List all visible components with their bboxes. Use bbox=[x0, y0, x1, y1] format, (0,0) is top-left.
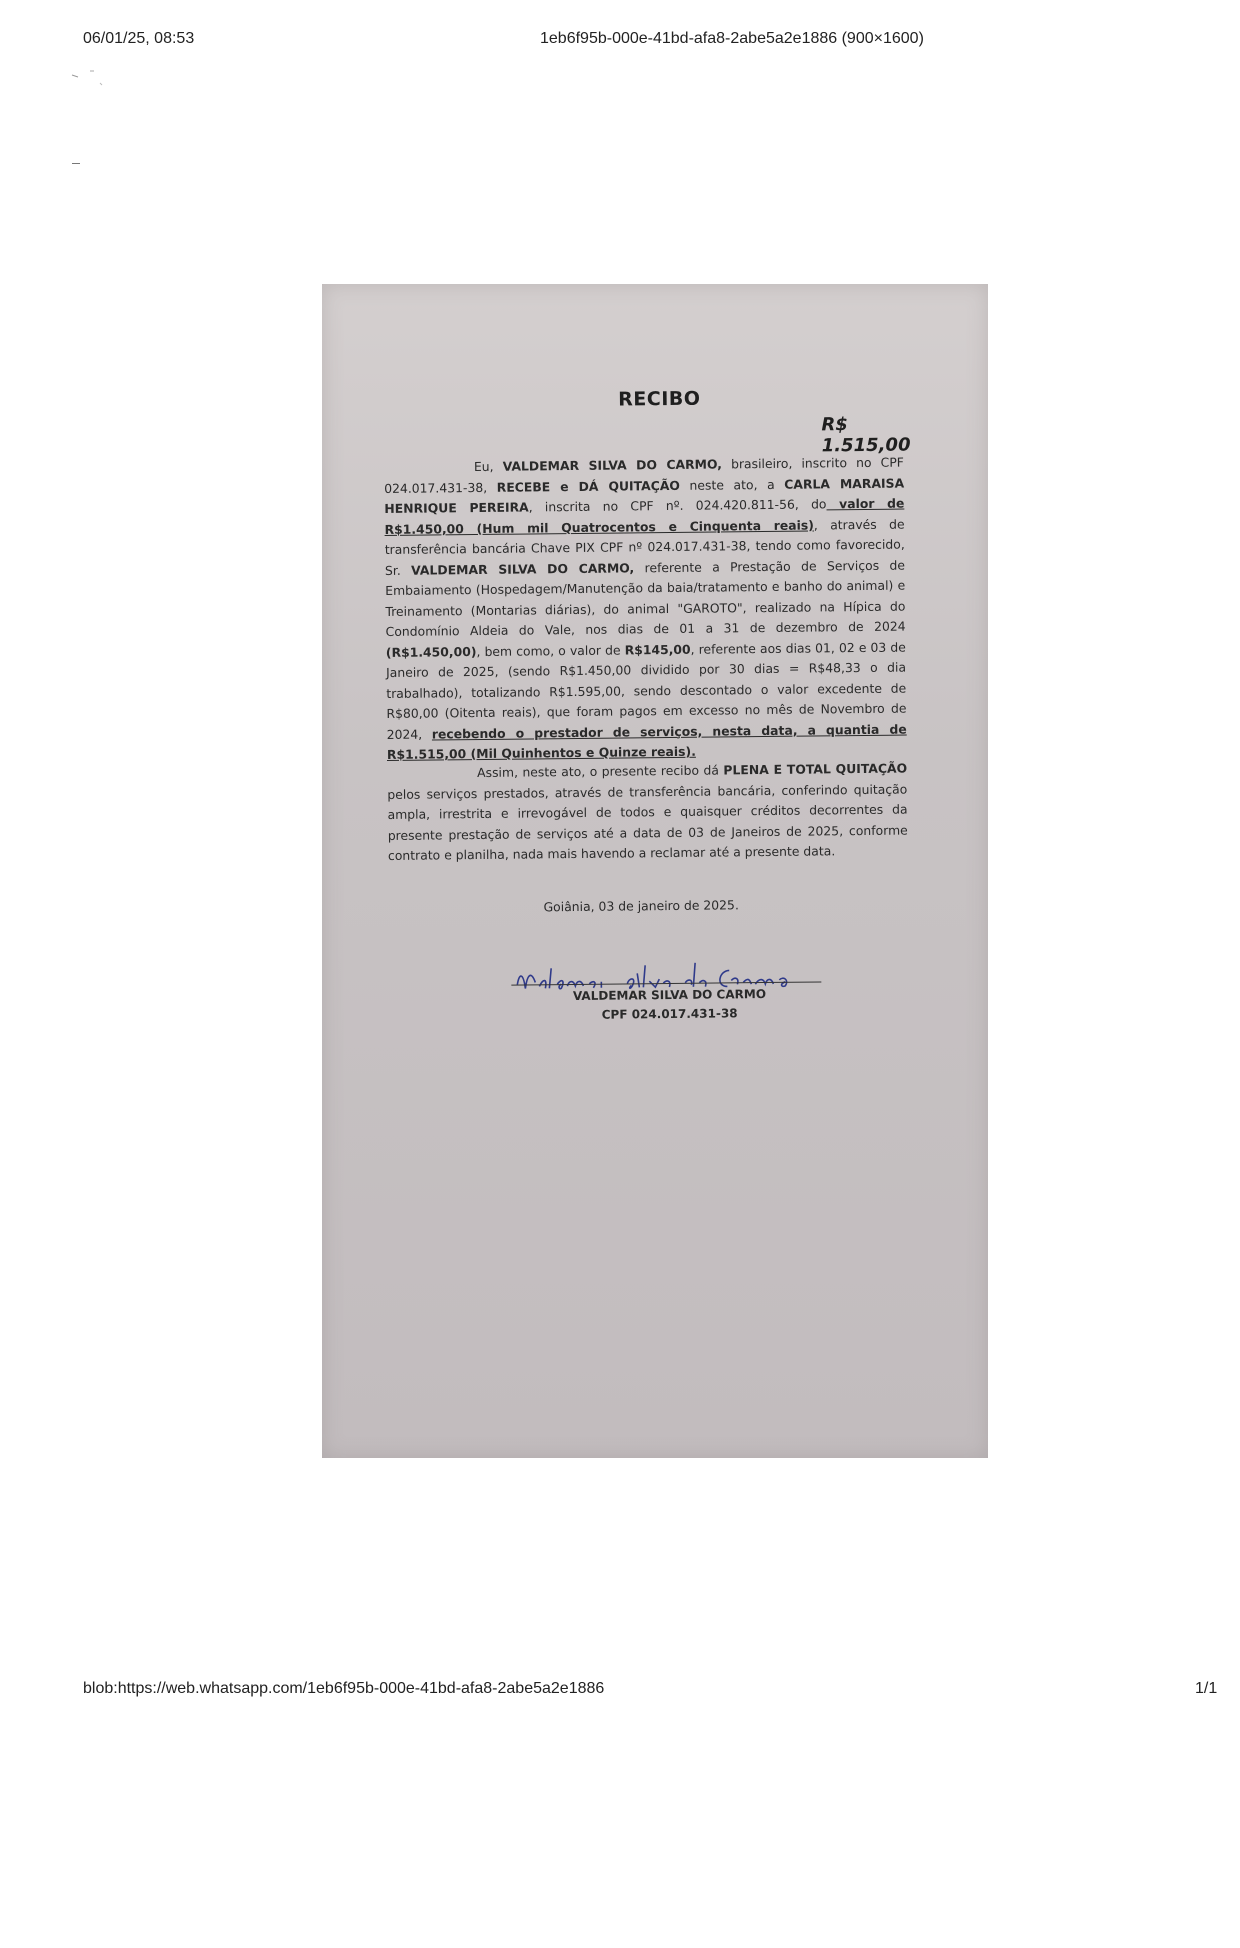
receipt-document bbox=[382, 279, 911, 1022]
payer-name: CARLA MARAISA HENRIQUE PEREIRA bbox=[384, 475, 905, 516]
print-datetime: 06/01/25, 08:53 bbox=[83, 30, 195, 47]
issuer-name-2: VALDEMAR SILVA DO CARMO, bbox=[411, 559, 635, 578]
scan-artifact-dash bbox=[72, 163, 80, 164]
signature-cpf: CPF 024.017.431-38 bbox=[601, 1006, 738, 1022]
receipt-paragraph-1: Eu, VALDEMAR SILVA DO CARMO, brasileiro, inscrito no CPF 024.017.431-38, RECEBE e DÁ QUITAÇÃO neste ato, a CARLA MARAISA HENRIQUE PEREIRA, inscrita no CPF nº. 024.420.811-56, do valor de R$1.450,00 (Hum mil Quatrocentos e Cinquenta reais), através de transferência bancária Chave PIX CPF nº 024.017.431-38, tendo como favorecido, Sr. VALDEMAR SILVA DO CARMO, referente a Prestação de Serviços de Embaiamento (Hospedagem/Manutenção da baia/tratamento e banho do animal) e Treinamento (Montarias diárias), do animal "GAROTO", realizado na Hípica do Condomínio Aldeia do Vale, nos dias de 01 a 31 de dezembro de 2024 (R$1.450,00), bem como, o valor de R$145,00, referente aos dias 01, 02 e 03 de Janeiro de 2025, (sendo R$1.450,00 dividido por 30 dias = R$48,33 o dia trabalhado), totalizando R$1.595,00, sendo descontado o valor excedente de R$80,00 (Oitenta reais), que foram pagos em excesso no mês de Novembro de 2024, recebendo o prestador de serviços, nesta data, a quantia de R$1.515,00 (Mil Quinhentos e Quinze reais). bbox=[384, 454, 907, 762]
print-page-number: 1/1 bbox=[1195, 1680, 1218, 1697]
final-amount-statement: recebendo o prestador de serviços, nesta data, a quantia de R$1.515,00 (Mil Quinhentos e Quinze reais). bbox=[386, 721, 907, 762]
receipt-action: RECEBE e DÁ QUITAÇÃO bbox=[496, 477, 680, 495]
receipt-paragraph-2: Assim, neste ato, o presente recibo dá PLENA E TOTAL QUITAÇÃO pelos serviços prestados, através de transferência bancária, conferindo quitação ampla, irrestrita e irrevogável de todos e quaisquer créditos decorrentes da presente prestação de serviços até a data de 03 de Janeiros de 2025, conforme contrato e planilha, nada mais havendo a reclamar até a presente data. bbox=[387, 760, 908, 863]
city-date: Goiânia, 03 de janeiro de 2025. bbox=[543, 897, 739, 915]
signature-name: VALDEMAR SILVA DO CARMO bbox=[572, 987, 767, 1004]
full-discharge: PLENA E TOTAL QUITAÇÃO bbox=[723, 760, 908, 778]
issuer-name: VALDEMAR SILVA DO CARMO, bbox=[502, 456, 723, 474]
december-value: (R$1.450,00) bbox=[385, 643, 477, 660]
print-title: 1eb6f95b-000e-41bd-afa8-2abe5a2e1886 (900×1600) bbox=[540, 30, 924, 47]
payment-value: valor de R$1.450,00 (Hum mil Quatrocentos e Cinquenta reais) bbox=[384, 495, 905, 537]
january-value: R$145,00 bbox=[624, 641, 691, 657]
receipt-title: RECIBO bbox=[618, 387, 701, 411]
scan-artifact-marks bbox=[70, 63, 110, 93]
scanned-receipt bbox=[322, 284, 988, 1458]
print-url: blob:https://web.whatsapp.com/1eb6f95b-000e-41bd-afa8-2abe5a2e1886 bbox=[83, 1680, 605, 1697]
receipt-amount: R$ 1.515,00 bbox=[821, 414, 911, 457]
